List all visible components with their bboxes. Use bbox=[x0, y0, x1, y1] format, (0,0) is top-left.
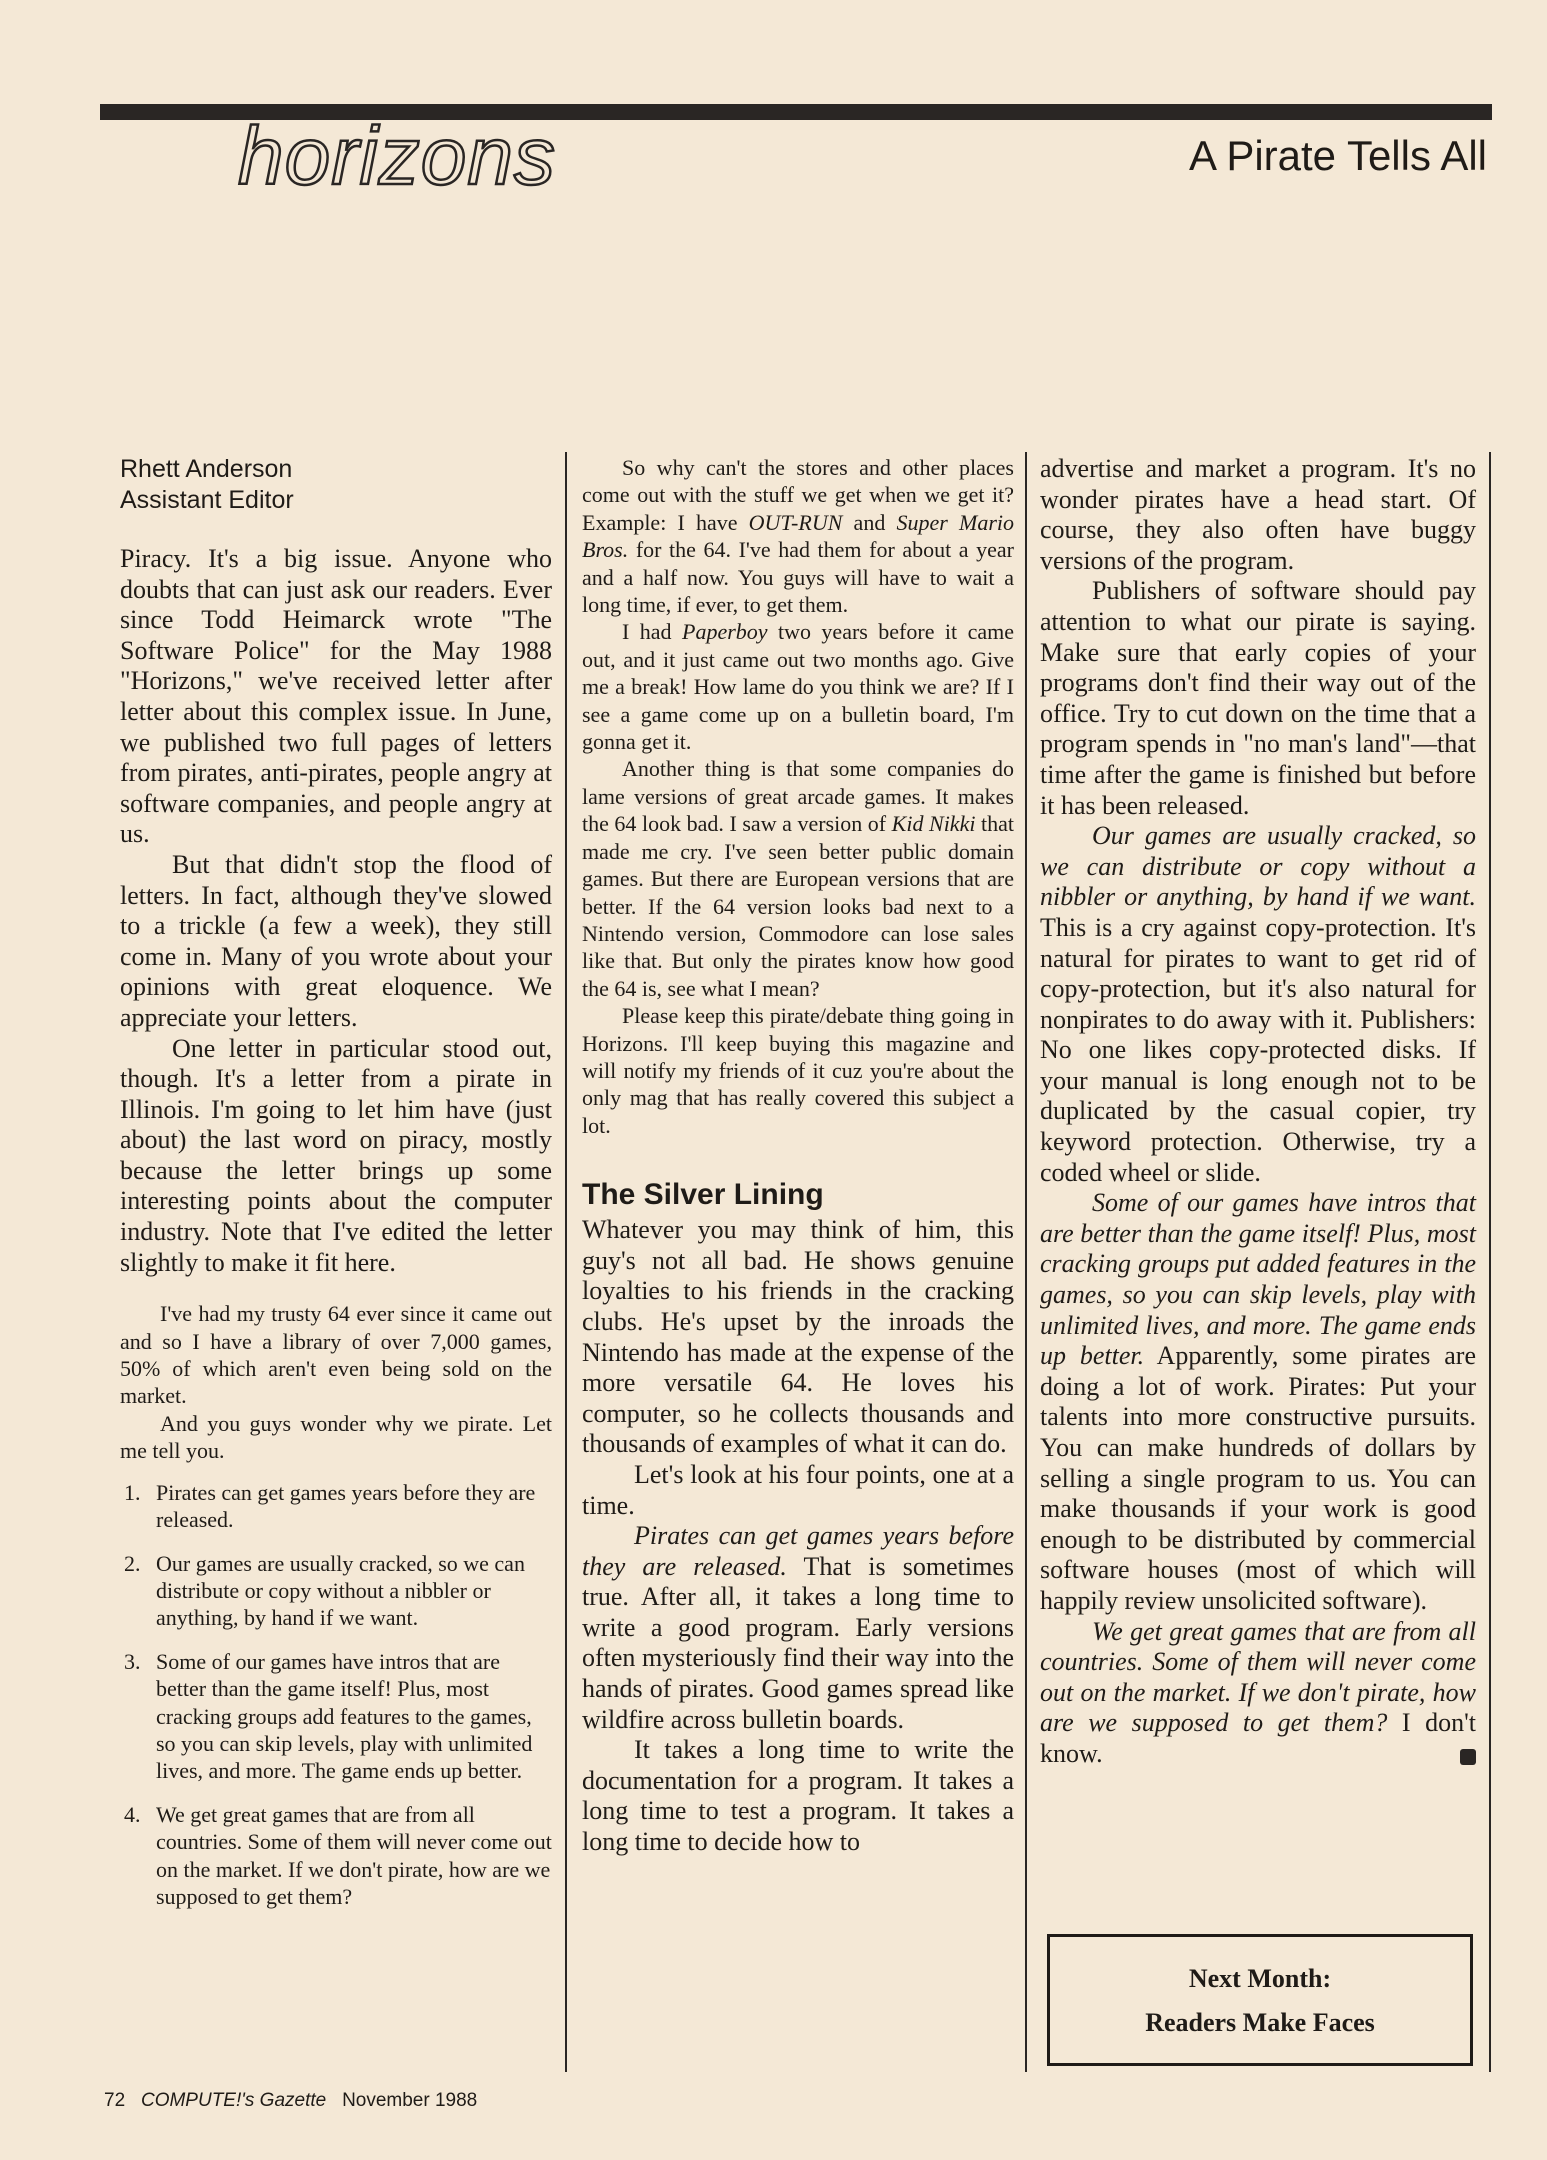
issue-date: November 1988 bbox=[342, 2090, 478, 2111]
pirate-points-list bbox=[120, 1479, 552, 1911]
paragraph: Pirates can get games years before they are released. That is sometimes true. After all, it takes a long time to write a good program. Early versions often mysteriously find their way into the hands of pirates. Good games spread like wildfire across bulletin boards. bbox=[582, 1521, 1014, 1734]
letter-paragraph: And you guys wonder why we pirate. Let me tell you. bbox=[120, 1410, 552, 1464]
author-role: Assistant Editor bbox=[120, 486, 294, 514]
column-1 bbox=[120, 454, 552, 1926]
paragraph: But that didn't stop the flood of letters. In fact, although they've slowed to a trickle (a few a week), they still come in. Many of you wrote about your opinions with great eloquence. We appreciate your letters. bbox=[120, 849, 552, 1032]
end-of-article-icon bbox=[1460, 1749, 1476, 1765]
column-divider bbox=[1489, 452, 1491, 2072]
paragraph: Let's look at his four points, one at a time. bbox=[582, 1459, 1014, 1520]
paragraph: One letter in particular stood out, though. It's a letter from a pirate in Illinois. I'm going to let him have (just about) the last word on piracy, mostly because the letter brings up some interesting points about the computer industry. Note that I've edited the letter slightly to make it fit here. bbox=[120, 1033, 552, 1277]
paragraph: Some of our games have intros that are better than the game itself! Plus, most cracking groups put added features in the games, so you can skip levels, play with unlimited lives, and more. The game ends up better. Apparently, some pirates are doing a lot of work. Pirates: Put your talents into more constructive pursuits. You can make hundreds of dollars by selling a single program to us. You can make thousands if your work is good enough to be distributed by commercial software houses (most of which will happily review unsolicited software). bbox=[1040, 1188, 1477, 1615]
column-3 bbox=[1040, 454, 1476, 1770]
magazine-name: COMPUTE!'s Gazette bbox=[140, 2090, 327, 2111]
column-divider bbox=[1025, 452, 1027, 2072]
list-item: 1. Pirates can get games years before they are released. bbox=[124, 1479, 536, 1533]
column-2 bbox=[582, 454, 1014, 1858]
author-name: Rhett Anderson bbox=[120, 455, 293, 483]
paragraph: advertise and market a program. It's no wonder pirates have a head start. Of course, they also often have buggy versions of the program. bbox=[1040, 454, 1476, 575]
paragraph: We get great games that are from all countries. Some of them will never come out on the market. If we don't pirate, how are we supposed to get them? I don't know. bbox=[1040, 1616, 1476, 1768]
next-month-label: Next Month: bbox=[1188, 1964, 1332, 1993]
next-month-topic: Readers Make Faces bbox=[1145, 2008, 1375, 2037]
page-footer bbox=[104, 2090, 477, 2112]
paragraph: Piracy. It's a big issue. Anyone who doubts that can just ask our readers. Ever since Todd Heimarck wrote "The Software Police" for the May 1988 "Horizons," we've received letter after letter about this complex issue. In June, we published two full pages of letters from pirates, anti-pirates, people angry at software companies, and people angry at us. bbox=[120, 544, 552, 849]
byline bbox=[120, 454, 552, 516]
paragraph: Publishers of software should pay attention to what our pirate is saying. Make sure that early copies of your programs don't find their way out of the office. Try to cut down on the time that a program spends in "no man's land"—that time after the game is finished but before it has been released. bbox=[1040, 576, 1476, 820]
paragraph: Our games are usually cracked, so we can distribute or copy without a nibbler or anything, by hand if we want. This is a cry against copy-protection. It's natural for pirates to want to get rid of copy-protection, but it's also natural for nonpirates to do away with it. Publishers: No one likes copy-protected disks. If your manual is long enough not to be duplicated by the casual copier, try keyword protection. Otherwise, try a coded wheel or slide. bbox=[1040, 821, 1476, 1187]
letter-paragraph: So why can't the stores and other places come out with the stuff we get when we get it? Example: I have OUT-RUN and Super Mario Bros. for the 64. I've had them for about a year and a half now. You guys will have to wait a long time, if ever, to get them. bbox=[582, 455, 1014, 618]
paragraph: It takes a long time to write the documentation for a program. It takes a long time to test a program. It takes a long time to decide how to bbox=[582, 1735, 1014, 1857]
list-item: 4. We get great games that are from all countries. Some of them will never come out on the market. If we don't pirate, how are we supposed to get them? bbox=[124, 1801, 552, 1909]
column-divider bbox=[565, 452, 567, 2072]
paragraph: Whatever you may think of him, this guy's not all bad. He shows genuine loyalties to his friends in the cracking clubs. He's upset by the inroads the Nintendo has made at the expense of the more versatile 64. He loves his computer, so he collects thousands and thousands of examples of what it can do. bbox=[582, 1215, 1014, 1459]
letter-paragraph: I had Paperboy two years before it came out, and it just came out two months ago. Give me a break! How lame do you think we are? If I see a game come up on a bulletin board, I'm gonna get it. bbox=[582, 619, 1015, 755]
letter-paragraph: Another thing is that some companies do lame versions of great arcade games. It makes the 64 look bad. I saw a version of Kid Nikki that made me cry. I've seen better public domain games. But there are European versions that are better. If the 64 version looks bad next to a Nintendo version, Commodore can lose sales like that. But only the pirates know how good the 64 is, see what I mean? bbox=[582, 756, 1014, 1001]
next-month-box bbox=[1047, 1934, 1473, 2066]
list-item: 3. Some of our games have intros that are better than the game itself! Plus, most cracking groups add features to the games, so you can skip levels, play with unlimited lives, and more. The game ends up better. bbox=[124, 1648, 533, 1784]
letter-paragraph: Please keep this pirate/debate thing going in Horizons. I'll keep buying this magazine and will notify my friends of it cuz you're about the only mag that has really covered this subject a lot. bbox=[582, 1003, 1014, 1138]
article-title: A Pirate Tells All bbox=[1188, 132, 1487, 179]
section-logo: horizons bbox=[238, 111, 556, 202]
subheading: The Silver Lining bbox=[582, 1178, 824, 1212]
letter-paragraph: I've had my trusty 64 ever since it came out and so I have a library of over 7,000 games, 50% of which aren't even being sold on the market. bbox=[120, 1301, 552, 1409]
list-item: 2. Our games are usually cracked, so we can distribute or copy without a nibbler or anything, by hand if we want. bbox=[124, 1550, 525, 1631]
page-number: 72 bbox=[104, 2090, 126, 2111]
